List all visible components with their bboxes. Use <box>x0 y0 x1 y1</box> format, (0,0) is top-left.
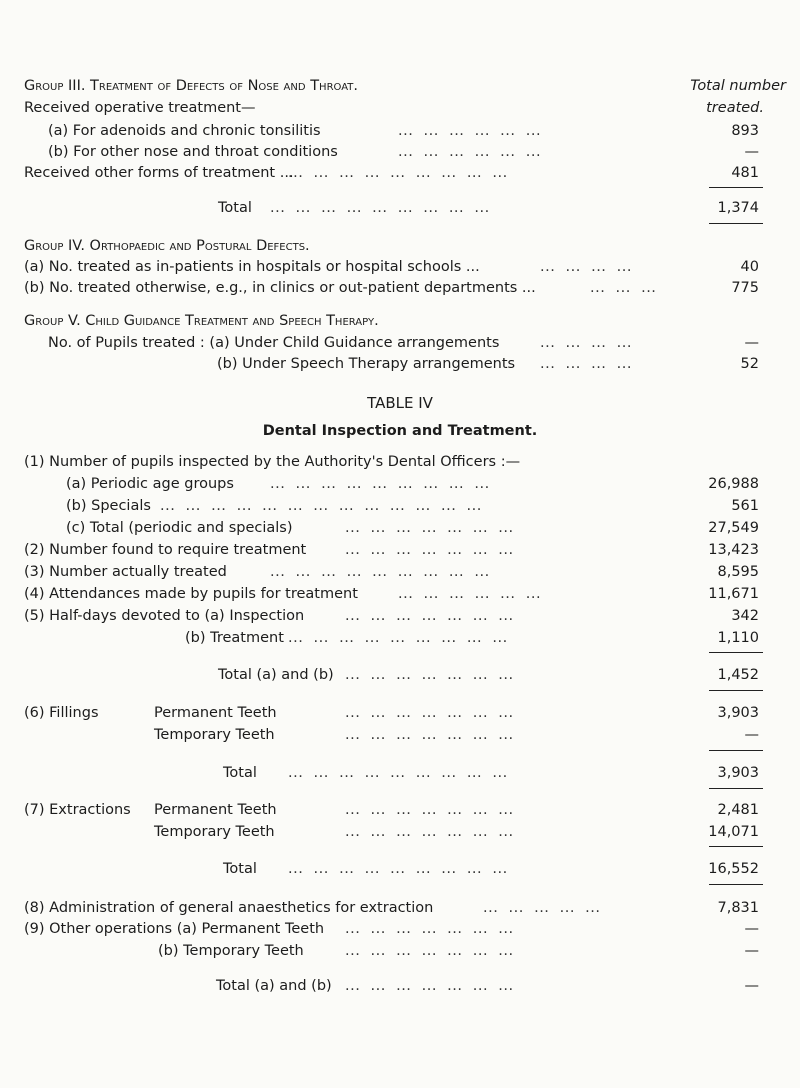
row-label: (2) Number found to require treatment <box>24 542 307 558</box>
table-subtitle: Dental Inspection and Treatment. <box>262 423 538 439</box>
leader-dots: ... ... ... ... ... ... ... <box>345 542 514 558</box>
row-label: (b) For other nose and throat conditions <box>48 144 338 160</box>
row-value: 2,481 <box>717 802 759 818</box>
dental-row-7-total <box>0 858 800 880</box>
row-value: 26,988 <box>708 476 759 492</box>
row-label: No. of Pupils treated : (a) Under Child Guidance arrangements <box>48 335 500 351</box>
row-label: (a) For adenoids and chronic tonsilitis <box>48 123 321 139</box>
leader-dots: ... ... ... ... ... <box>483 900 601 916</box>
total-label: Total <box>223 765 257 781</box>
row-label: (4) Attendances made by pupils for treatment <box>24 586 358 602</box>
dental-row-9b <box>0 940 800 962</box>
row-value: 8,595 <box>717 564 759 580</box>
group5-b-row <box>0 353 800 375</box>
group3-total-row <box>0 197 800 219</box>
sum-rule <box>709 652 763 653</box>
dental-row-5-total <box>0 664 800 686</box>
dental-row-8 <box>0 897 800 919</box>
group4-b-row <box>0 277 800 299</box>
row-value: 3,903 <box>717 705 759 721</box>
row-label: (b) Temporary Teeth <box>158 943 304 959</box>
row-value: 14,071 <box>708 824 759 840</box>
dental-row-5a <box>0 605 800 627</box>
row-value: 52 <box>740 356 759 372</box>
group5-header-row <box>0 310 800 332</box>
leader-dots: ... ... ... ... ... ... <box>398 586 542 602</box>
total-label: Total (a) and (b) <box>218 667 334 683</box>
group5-a-row <box>0 332 800 354</box>
leader-dots: ... ... ... ... ... ... ... <box>345 727 514 743</box>
leader-dots: ... ... ... ... ... ... ... <box>345 802 514 818</box>
row-value: 342 <box>731 608 759 624</box>
group3-title: Group III. Treatment of Defects of Nose and Throat. <box>24 78 358 94</box>
row-sublabel: Temporary Teeth <box>154 727 275 743</box>
leader-dots: ... ... ... ... ... ... ... <box>345 921 514 937</box>
sum-rule <box>709 223 763 224</box>
leader-dots: ... ... ... ... ... ... ... ... ... <box>270 564 490 580</box>
row-value: 7,831 <box>717 900 759 916</box>
row-value: 11,671 <box>708 586 759 602</box>
dental-row-5b <box>0 627 800 649</box>
row-value: — <box>744 727 759 743</box>
dental-row-6a <box>0 702 800 724</box>
dental-row-2 <box>0 539 800 561</box>
dental-row-6-total <box>0 762 800 784</box>
dental-row-4 <box>0 583 800 605</box>
row-value: 481 <box>731 165 759 181</box>
total-label: Total <box>223 861 257 877</box>
leader-dots: ... ... ... ... ... ... ... ... ... <box>288 165 508 181</box>
row-value: 27,549 <box>708 520 759 536</box>
group4-a-row <box>0 256 800 278</box>
row-label: (a) Periodic age groups <box>66 476 234 492</box>
dental-row-1c <box>0 517 800 539</box>
leader-dots: ... ... ... ... ... ... ... ... ... <box>288 765 508 781</box>
total-value: 1,452 <box>717 667 759 683</box>
leader-dots: ... ... ... ... <box>540 335 632 351</box>
leader-dots: ... ... ... ... ... ... ... ... ... <box>270 476 490 492</box>
group3-b-row <box>0 141 800 163</box>
row-value: 1,110 <box>717 630 759 646</box>
dental-row-7a <box>0 799 800 821</box>
leader-dots: ... ... ... ... ... ... ... ... ... ... ... ... ... <box>160 498 482 514</box>
row-label: (b) Treatment <box>185 630 284 646</box>
sum-rule <box>709 846 763 847</box>
sum-rule <box>709 788 763 789</box>
row-label: (9) Other operations (a) Permanent Teeth <box>24 921 325 937</box>
total-treated-header: Total number <box>690 78 786 94</box>
row-value: — <box>744 921 759 937</box>
dental-row-3 <box>0 561 800 583</box>
row-sublabel: Permanent Teeth <box>154 705 277 721</box>
treated-header: treated. <box>706 100 764 116</box>
row-value: 40 <box>740 259 759 275</box>
row-label: (b) No. treated otherwise, e.g., in clinics or out-patient departments ... <box>24 280 536 296</box>
row-value: 13,423 <box>708 542 759 558</box>
dental-row-1b <box>0 495 800 517</box>
group3-subheader-row <box>0 97 800 119</box>
leader-dots: ... ... ... ... ... ... ... <box>345 608 514 624</box>
leader-dots: ... ... ... ... ... ... ... <box>345 667 514 683</box>
leader-dots: ... ... ... ... ... ... ... <box>345 978 514 994</box>
row-label: (1) Number of pupils inspected by the Authority's Dental Officers :— <box>24 454 521 470</box>
row-value: — <box>744 943 759 959</box>
dental-row-1 <box>0 451 800 473</box>
group3-header-row <box>0 75 800 97</box>
leader-dots: ... ... ... ... ... ... ... ... ... <box>270 200 490 216</box>
group3-a-row <box>0 120 800 142</box>
dental-row-9-total <box>0 975 800 997</box>
leader-dots: ... ... ... ... ... ... ... <box>345 520 514 536</box>
row-label: (5) Half-days devoted to (a) Inspection <box>24 608 305 624</box>
total-label: Total <box>218 200 252 216</box>
sum-rule <box>709 690 763 691</box>
leader-dots: ... ... ... ... ... ... ... ... ... <box>288 630 508 646</box>
row-value: 561 <box>731 498 759 514</box>
row-value: — <box>744 335 759 351</box>
group5-title: Group V. Child Guidance Treatment and Speech Therapy. <box>24 313 379 329</box>
row-sublabel: Temporary Teeth <box>154 824 275 840</box>
row-label: (b) Specials <box>66 498 151 514</box>
total-value: 1,374 <box>717 200 759 216</box>
leader-dots: ... ... ... ... ... ... ... <box>345 943 514 959</box>
row-label: (b) Under Speech Therapy arrangements <box>217 356 516 372</box>
row-label: Received other forms of treatment ... <box>24 165 294 181</box>
dental-row-7b <box>0 821 800 843</box>
total-label: Total (a) and (b) <box>216 978 332 994</box>
group4-title: Group IV. Orthopaedic and Postural Defects. <box>24 238 310 254</box>
row-sublabel: Permanent Teeth <box>154 802 277 818</box>
leader-dots: ... ... ... <box>590 280 657 296</box>
sum-rule <box>709 750 763 751</box>
total-value: — <box>744 978 759 994</box>
leader-dots: ... ... ... ... ... ... ... <box>345 824 514 840</box>
sum-rule <box>709 187 763 188</box>
leader-dots: ... ... ... ... ... ... <box>398 123 542 139</box>
leader-dots: ... ... ... ... ... ... ... <box>345 705 514 721</box>
dental-row-1a <box>0 473 800 495</box>
total-value: 16,552 <box>708 861 759 877</box>
row-label: (a) No. treated as in-patients in hospitals or hospital schools ... <box>24 259 480 275</box>
sum-rule <box>709 884 763 885</box>
row-label: (c) Total (periodic and specials) <box>66 520 293 536</box>
received-operative-label: Received operative treatment— <box>24 100 256 116</box>
group4-header-row <box>0 235 800 257</box>
leader-dots: ... ... ... ... <box>540 259 632 275</box>
row-label: (6) Fillings <box>24 705 99 721</box>
dental-row-9a <box>0 918 800 940</box>
leader-dots: ... ... ... ... ... ... ... ... ... <box>288 861 508 877</box>
group3-other-row <box>0 162 800 184</box>
leader-dots: ... ... ... ... ... ... <box>398 144 542 160</box>
table-title: TABLE IV <box>367 394 433 412</box>
total-value: 3,903 <box>717 765 759 781</box>
row-value: — <box>744 144 759 160</box>
dental-row-6b <box>0 724 800 746</box>
row-label: (3) Number actually treated <box>24 564 227 580</box>
row-label: (8) Administration of general anaesthetics for extraction <box>24 900 434 916</box>
row-label: (7) Extractions <box>24 802 131 818</box>
row-value: 893 <box>731 123 759 139</box>
leader-dots: ... ... ... ... <box>540 356 632 372</box>
row-value: 775 <box>731 280 759 296</box>
